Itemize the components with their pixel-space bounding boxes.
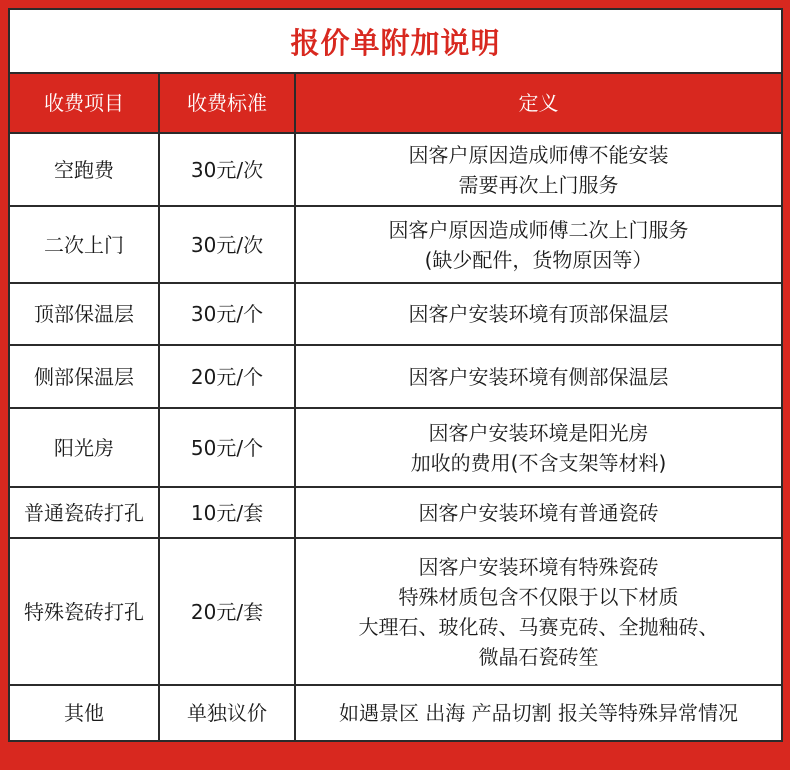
row-definition xyxy=(296,207,781,282)
definition-line: (缺少配件，货物原因等） xyxy=(424,247,653,272)
definition-line: 微晶石瓷砖笙 xyxy=(478,644,599,669)
surcharge-table xyxy=(8,72,783,742)
row-definition xyxy=(296,539,781,684)
page-title: 报价单附加说明 xyxy=(8,8,783,72)
row-item: 侧部保温层 xyxy=(10,346,158,407)
definition-line: 因客户安装环境有特殊瓷砖 xyxy=(418,554,659,579)
row-definition xyxy=(296,346,781,407)
definition-line: 因客户安装环境有顶部保温层 xyxy=(408,302,669,326)
row-standard: 50元/个 xyxy=(160,409,294,486)
definition-line: 加收的费用(不含支架等材料) xyxy=(410,450,667,475)
row-definition xyxy=(296,134,781,205)
definition-line: 如遇景区 出海 产品切割 报关等特殊异常情况 xyxy=(338,701,739,725)
row-standard: 单独议价 xyxy=(160,686,294,740)
definition-line: 因客户安装环境是阳光房 xyxy=(428,420,649,445)
definition-line: 大理石、玻化砖、马赛克砖、全抛釉砖、 xyxy=(358,614,719,639)
row-definition xyxy=(296,284,781,344)
row-standard: 30元/次 xyxy=(160,134,294,205)
row-item: 空跑费 xyxy=(10,134,158,205)
definition-line: 特殊材质包含不仅限于以下材质 xyxy=(398,584,679,609)
row-item: 普通瓷砖打孔 xyxy=(10,488,158,537)
row-standard: 20元/个 xyxy=(160,346,294,407)
header-definition: 定义 xyxy=(296,74,781,132)
row-standard: 20元/套 xyxy=(160,539,294,684)
definition-line: 因客户原因造成师傅不能安装 xyxy=(408,142,669,167)
row-item: 二次上门 xyxy=(10,207,158,282)
row-standard: 10元/套 xyxy=(160,488,294,537)
header-standard: 收费标准 xyxy=(160,74,294,132)
row-standard: 30元/次 xyxy=(160,207,294,282)
row-standard: 30元/个 xyxy=(160,284,294,344)
row-item: 阳光房 xyxy=(10,409,158,486)
definition-line: 因客户安装环境有普通瓷砖 xyxy=(418,500,659,525)
header-item: 收费项目 xyxy=(10,74,158,132)
row-definition xyxy=(296,488,781,537)
definition-line: 需要再次上门服务 xyxy=(458,172,619,197)
row-item: 顶部保温层 xyxy=(10,284,158,344)
row-item: 其他 xyxy=(10,686,158,740)
row-definition xyxy=(296,686,781,740)
definition-line: 因客户原因造成师傅二次上门服务 xyxy=(388,217,689,242)
definition-line: 因客户安装环境有侧部保温层 xyxy=(408,364,669,389)
row-definition xyxy=(296,409,781,486)
row-item: 特殊瓷砖打孔 xyxy=(10,539,158,684)
